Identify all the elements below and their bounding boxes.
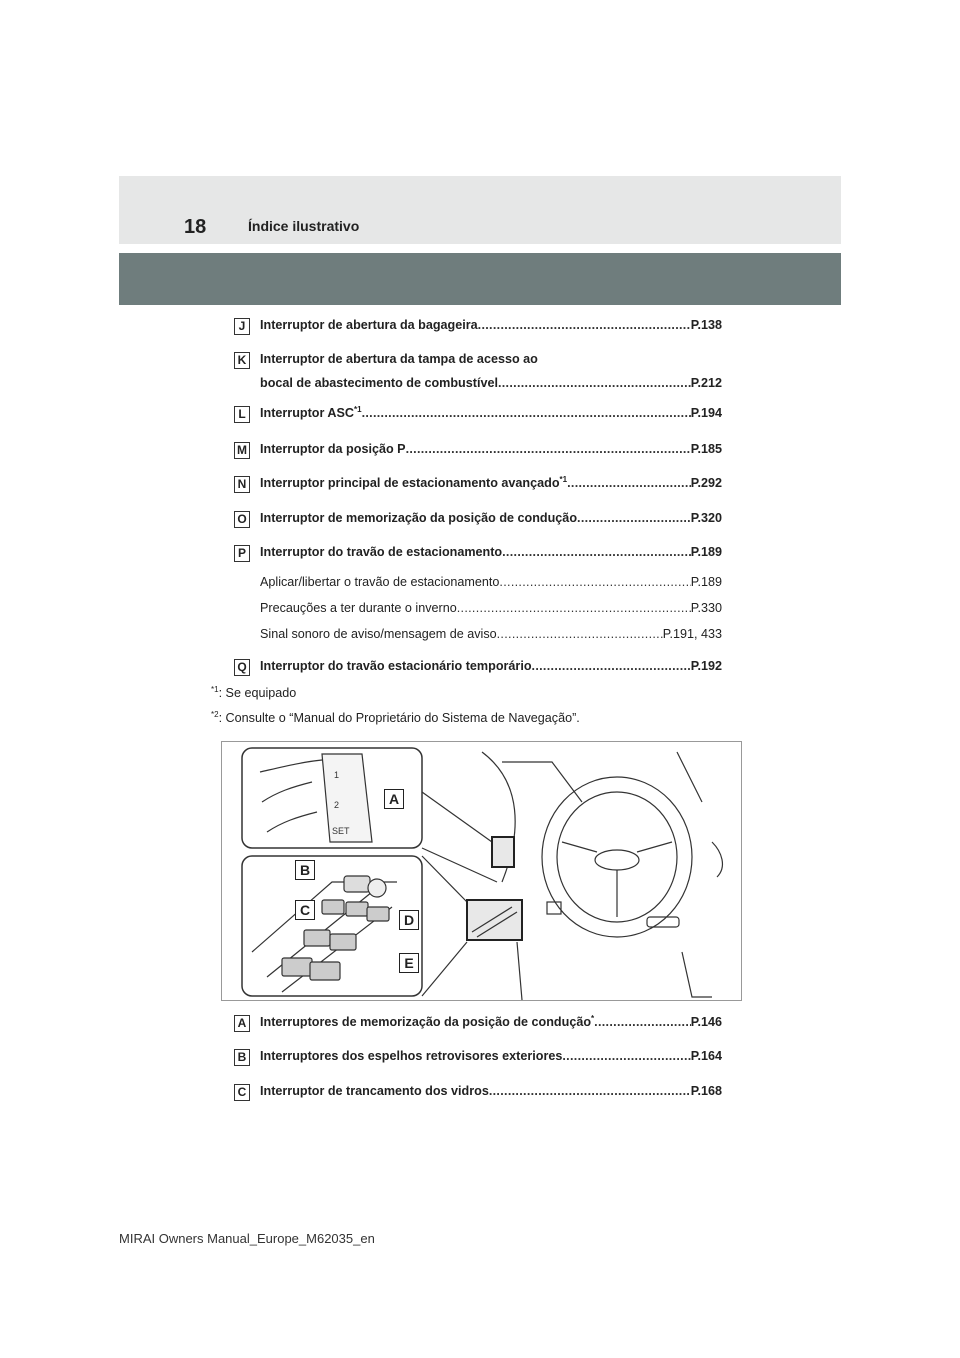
item-label: Interruptor ASC (260, 406, 354, 420)
item-label: Precauções a ter durante o inverno (260, 601, 457, 615)
page-number: 18 (184, 216, 207, 238)
item-key-badge: K (234, 352, 250, 369)
item-key-badge: A (234, 1015, 250, 1032)
item-key-badge: L (234, 406, 250, 423)
index-item-o (234, 511, 722, 529)
item-label: Interruptor de abertura da bagageira (260, 318, 478, 332)
callout-d: D (399, 910, 419, 930)
callout-c: C (295, 900, 315, 920)
item-label: Interruptor do travão de estacionamento (260, 545, 503, 559)
index-item-k (234, 352, 722, 392)
index-item-m (234, 442, 722, 460)
callout-a: A (384, 789, 404, 809)
item-key-badge: N (234, 476, 250, 493)
item-label: Interruptor de trancamento dos vidros (260, 1084, 489, 1098)
footnote-mark: *1 (559, 474, 568, 484)
index-item-l (234, 406, 722, 424)
callout-b: B (295, 860, 315, 880)
footnote-mark: *1 (354, 404, 362, 414)
page-ref-link[interactable]: P.191, 433 (662, 627, 722, 641)
page-ref-link[interactable]: P.185 (690, 442, 722, 456)
item-key-badge: C (234, 1084, 250, 1101)
item-key-badge: M (234, 442, 250, 459)
page-ref-link[interactable]: P.192 (690, 659, 722, 673)
item-label: Interruptores de memorização da posição de condução (260, 1015, 592, 1029)
index-item-j (234, 318, 722, 336)
page-ref-link[interactable]: P.194 (690, 406, 722, 420)
page-ref-link[interactable]: P.320 (690, 511, 722, 525)
memory-button-1-label: 1 (334, 770, 340, 780)
item-key-badge: O (234, 511, 250, 528)
memory-button-set-label: SET (332, 826, 350, 836)
index-item-b (234, 1049, 722, 1067)
item-label: Interruptor principal de estacionamento avançado (260, 476, 560, 490)
index-subitem (234, 575, 722, 593)
item-key-badge: J (234, 318, 250, 335)
page-ref-link[interactable]: P.168 (690, 1084, 722, 1098)
memory-button-2-label: 2 (334, 800, 340, 810)
page-ref-link[interactable]: P.189 (690, 545, 722, 559)
item-key-badge: P (234, 545, 250, 562)
page-ref-link[interactable]: P.146 (690, 1015, 722, 1029)
item-label: Interruptor do travão estacionário temporário (260, 659, 532, 673)
dashboard-illustration (221, 741, 742, 1001)
footnote: $^{*2}$: Consulte o “Manual do Proprietário do Sistema de Navegação”. (211, 709, 580, 725)
index-subitem (234, 601, 722, 619)
item-label: bocal de abastecimento de combustível (260, 376, 498, 390)
page-ref-link[interactable]: P.138 (690, 318, 722, 332)
callout-e: E (399, 953, 419, 973)
page-header (119, 176, 841, 244)
item-key-badge: B (234, 1049, 250, 1066)
footnote-mark: * (591, 1013, 595, 1023)
item-label: Interruptores dos espelhos retrovisores exteriores (260, 1049, 563, 1063)
page-ref-link[interactable]: P.292 (690, 476, 722, 490)
page-ref-link[interactable]: P.164 (690, 1049, 722, 1063)
item-label-line1: Interruptor de abertura da tampa de acesso ao (260, 352, 538, 366)
page-ref-link[interactable]: P.189 (690, 575, 722, 589)
page-ref-link[interactable]: P.212 (690, 376, 722, 390)
index-item-n (234, 476, 722, 494)
footnote-mark: *2 (211, 709, 219, 719)
footnote: $^{*1}$: Se equipado (211, 684, 297, 700)
document-footer: MIRAI Owners Manual_Europe_M62035_en (119, 1231, 375, 1246)
index-item-c (234, 1084, 722, 1102)
section-title: Índice ilustrativo (248, 218, 360, 234)
item-key-badge: Q (234, 659, 250, 676)
item-label: Interruptor de memorização da posição de condução (260, 511, 578, 525)
footnote-mark: *1 (211, 684, 219, 694)
item-label: Interruptor da posição P (260, 442, 406, 456)
item-label: Sinal sonoro de aviso/mensagem de aviso (260, 627, 497, 641)
index-item-a (234, 1015, 722, 1033)
header-band (119, 253, 841, 305)
item-label: Aplicar/libertar o travão de estacionamento (260, 575, 500, 589)
page-ref-link[interactable]: P.330 (690, 601, 722, 615)
index-item-q (234, 659, 722, 677)
index-item-p (234, 545, 722, 563)
index-subitem (234, 627, 722, 645)
